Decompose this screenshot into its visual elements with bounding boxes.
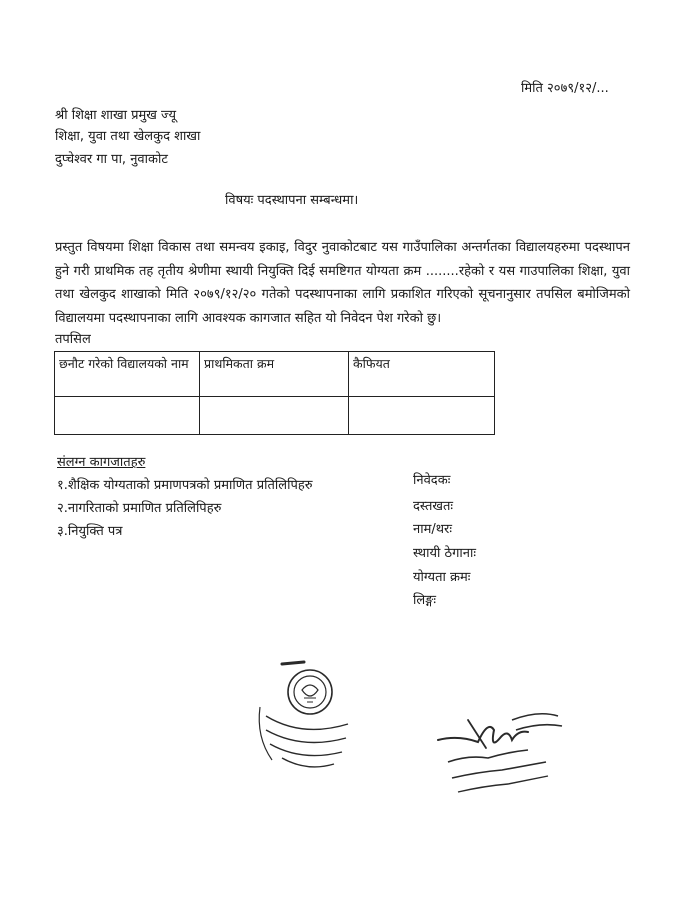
letter-body: प्रस्तुत विषयमा शिक्षा विकास तथा समन्वय इकाइ, विदुर नुवाकोटबाट यस गाउँपालिका अन्तर्गतका विद्यालयहरुमा पदस्थापन हुने गरी प्राथमिक तह तृतीय श्रेणीमा स्थायी नियुक्ति दिई समष्टिगत योग्यता क्रम ........रहेको र यस गाउपालिका शिक्षा, युवा तथा खेलकुद शाखाको मिति २०७९/१२/२० गतेको पदस्थापनाका लागि प्रकाशित गरिएको सूचनानुसार तपसिल बमोजिमको विद्यालयमा पदस्थापनाका लागि आवश्यक कागजात सहित यो निवेदन पेश गरेको छु। — [55, 240, 630, 326]
cell-priority[interactable] — [200, 397, 349, 435]
field-signature: दस्तखतः — [413, 499, 454, 514]
attachment-item: १.शैक्षिक योग्यताको प्रमाणपत्रको प्रमाणित प्रतिलिपिहरु — [57, 478, 313, 493]
letter-subject: विषयः पदस्थापना सम्बन्धमा। — [225, 193, 359, 208]
details-label: तपसिल — [55, 332, 91, 347]
field-gender: लिङ्गः — [413, 593, 437, 608]
field-applicant: निवेदकः — [413, 473, 451, 488]
field-merit-rank: योग्यता क्रमः — [413, 570, 471, 585]
table-row — [55, 397, 495, 435]
cell-school-name[interactable] — [55, 397, 200, 435]
letter-date: मिति २०७९/१२/... — [521, 81, 609, 96]
recipient-department: शिक्षा, युवा तथा खेलकुद शाखा — [55, 129, 201, 144]
recipient-location: दुप्चेश्वर गा पा, नुवाकोट — [55, 152, 168, 167]
attachments-title: संलग्न कागजातहरु — [57, 455, 146, 470]
field-name: नाम/थरः — [413, 522, 452, 537]
attachment-item: २.नागरिताको प्रमाणित प्रतिलिपिहरु — [57, 501, 222, 516]
school-choice-table — [54, 351, 495, 435]
attachment-item: ३.नियुक्ति पत्र — [57, 524, 123, 539]
table-header-row — [55, 352, 495, 397]
officer-signature — [428, 700, 578, 810]
header-school-name: छनौट गरेको विद्यालयको नाम — [55, 352, 200, 397]
cell-remarks[interactable] — [349, 397, 495, 435]
office-seal-stamp — [252, 652, 362, 782]
field-permanent-address: स्थायी ठेगानाः — [413, 546, 476, 561]
header-priority: प्राथमिकता क्रम — [200, 352, 349, 397]
recipient-line: श्री शिक्षा शाखा प्रमुख ज्यू — [55, 108, 176, 123]
header-remarks: कैफियत — [349, 352, 495, 397]
